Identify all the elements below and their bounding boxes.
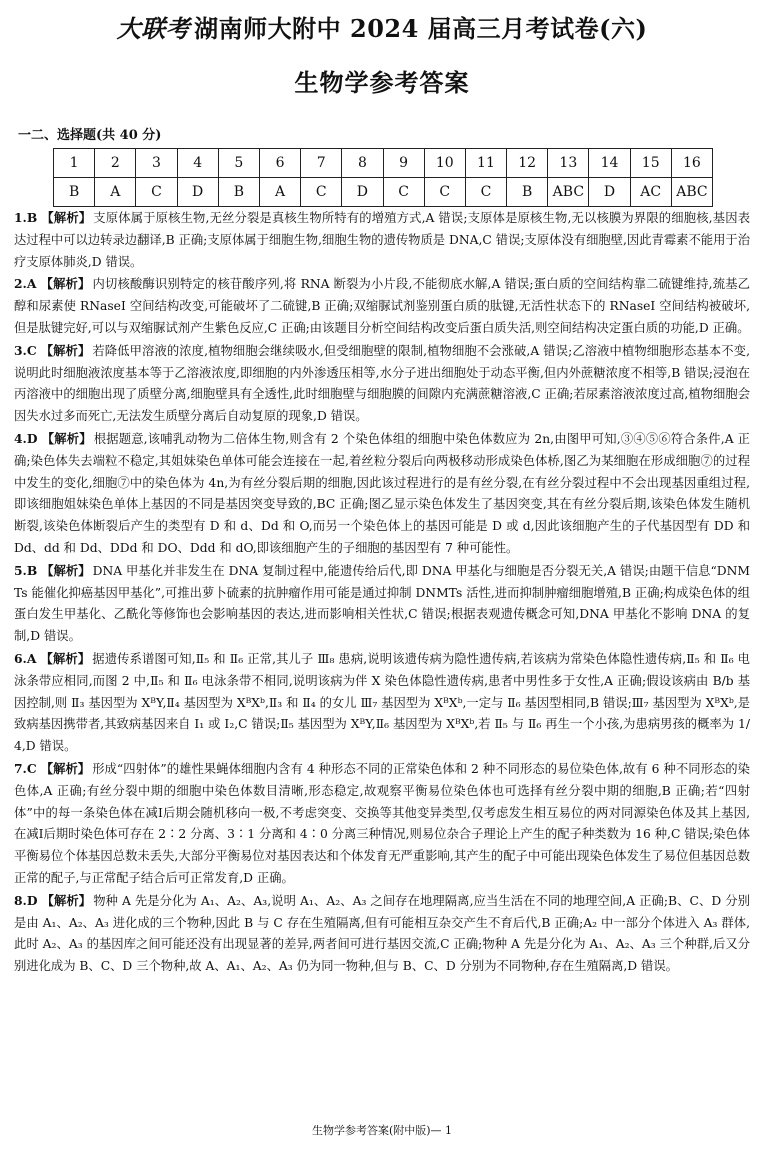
question-explanation (14, 648, 750, 758)
explanation-text: 形成“四射体”的雄性果蝇体细胞内含有 4 种形态不同的正常染色体和 2 种不同形态的易位染色体,故有 6 种不同形态的染色体,A 正确;有丝分裂中期的细胞中染色体数目清晰,形态稳定,故观察平衡易位染色体也可选择有丝分裂中期的细胞,B 正确;若“四射体”中的每一条染色体在减Ⅰ后期会随机移向一极,不考虑突变、交换等其他变异类型,仅考虑发生相互易位的两对同源染色体及其上基因,在减Ⅰ后期时染色体可存在 2∶2 分离、3∶1 分离和 4∶0 分离三种情况,则易位杂合子理论上产生的配子种类数为 16 种,C 错误;染色体平衡易位个体基因总数未丢失,大部分平衡易位对基因表达和个体发育无严重影响,其产生的配子中可能出现染色体发生了易位但基因总数正常的配子,与正常配子结合后可正常发育,D 正确。 (14, 761, 750, 885)
question-number-cell: 14 (589, 149, 630, 178)
question-number-cell: 13 (548, 149, 589, 178)
answer-cell: C (301, 178, 342, 207)
answer-cell: ABC (548, 178, 589, 207)
question-answer-label: 1.B (14, 210, 38, 225)
question-number-cell: 5 (218, 149, 259, 178)
answer-cell: D (342, 178, 383, 207)
question-number-cell: 8 (342, 149, 383, 178)
page-footer: 生物学参考答案(附中版)— 1 (311, 1124, 453, 1137)
question-explanation (14, 758, 750, 890)
analysis-tag: 【解析】 (41, 892, 92, 908)
answer-cell: A (259, 178, 300, 207)
answer-cell: B (54, 178, 95, 207)
question-answer-label: 7.C (14, 760, 37, 776)
answer-cell: B (507, 178, 548, 207)
answer-cell: D (177, 178, 218, 207)
explanation-text: 物种 A 先是分化为 A₁、A₂、A₃,说明 A₁、A₂、A₃ 之间存在地理隔离,应当生活在不同的地理空间,A 正确;B、C、D 分别是由 A₁、A₂、A₃ 进化成的三个物种,因此 B 与 C 存在生殖隔离,但有可能相互杂交产生不育后代,B 正确;A₂ 中一部分个体进入 A₃ 群体,此时 A₂、A₃ 的基因库之间可能还没有出现显著的差异,两者间可进行基因交流,C 正确;物种 A 先是分化为 A₁、A₂、A₃ 三个种群,后又分别进化成为 B、C、D 三个物种,故 A、A₁、A₂、A₃ 仍为同一物种,但与 B、C、D 分别为不同物种,存在生殖隔离,D 错误。 (14, 893, 750, 974)
answer-table-answer-row (54, 178, 713, 207)
question-number-cell: 9 (383, 149, 424, 178)
page-subtitle: 生物学参考答案 (294, 68, 470, 97)
question-number-cell: 12 (507, 149, 548, 178)
question-explanation (14, 890, 750, 978)
analysis-tag: 【解析】 (40, 276, 91, 292)
answer-cell: A (95, 178, 136, 207)
analysis-tag: 【解析】 (41, 210, 92, 225)
answer-table-number-row (54, 149, 713, 178)
question-answer-label: 3.C (14, 342, 37, 358)
question-explanation (14, 428, 750, 560)
question-explanation (14, 560, 750, 648)
question-number-cell: 7 (301, 149, 342, 178)
question-answer-label: 2.A (14, 276, 37, 292)
exam-title (0, 12, 764, 46)
answer-cell: AC (630, 178, 671, 207)
explanation-text: DNA 甲基化并非发生在 DNA 复制过程中,能遗传给后代,即 DNA 甲基化与细胞是否分裂无关,A 错误;由题干信息“DNMTs 能催化抑癌基因甲基化”,可推出萝卜硫素的抗肿瘤作用可能是通过抑制 DNMTs 活性,进而抑制肿瘤细胞增殖,B 正确;构成染色体的组蛋白发生甲基化、乙酰化等修饰也会影响基因的表达,进而影响相关性状,C 错误;根据表观遗传概念可知,DNA 甲基化不影响 DNA 的复制,D 错误。 (14, 563, 750, 644)
question-answer-label: 6.A (14, 650, 37, 666)
question-number-cell: 4 (177, 149, 218, 178)
explanations-list (14, 207, 750, 978)
question-explanation (14, 340, 750, 428)
answer-cell: ABC (671, 178, 712, 207)
question-number-cell: 1 (54, 149, 95, 178)
question-explanation (14, 207, 750, 273)
exam-title-text: 湖南师大附中 2024 届高三月考试卷(六) (194, 14, 648, 43)
analysis-tag: 【解析】 (40, 760, 91, 776)
explanation-text: 根据题意,该哺乳动物为二倍体生物,则含有 2 个染色体组的细胞中染色体数应为 2n,由图甲可知,③④⑤⑥符合条件,A 正确;染色体失去端粒不稳定,其姐妹染色单体可能会连接在一起,着丝粒分裂后向两极移动形成染色体桥,图乙为某细胞在形成细胞⑦的过程中发生的变化,细胞⑦中的染色体为 4n,为有丝分裂后期的细胞,因此该过程进行的是有丝分裂,在有丝分裂过程中不会出现基因重组过程,即该细胞姐妹染色单体上基因的不同是基因突变导致的,BC 正确;图乙显示染色体发生了基因突变,其在有丝分裂后期,该染色体发生随机断裂,该染色体断裂后产生的类型有 D 和 d、Dd 和 O,而另一个染色体上的基因可能是 D 或 d,因此该细胞产生的子代基因型有 DD 和 Dd、dd 和 Dd、DDd 和 DO、Ddd 和 dO,即该细胞产生的子细胞的基因型有 7 种可能性。 (14, 431, 750, 555)
answer-cell: B (218, 178, 259, 207)
question-number-cell: 2 (95, 149, 136, 178)
question-answer-label: 8.D (14, 892, 38, 908)
answer-cell: C (383, 178, 424, 207)
explanation-text: 支原体属于原核生物,无丝分裂是真核生物所特有的增殖方式,A 错误;支原体是原核生物,无以核膜为界限的细胞核,基因表达过程中可以边转录边翻译,B 正确;支原体属于细胞生物,细胞生物的遗传物质是 DNA,C 错误;支原体没有细胞壁,因此青霉素不能用于治疗支原体肺炎,D 错误。 (14, 211, 750, 269)
analysis-tag: 【解析】 (40, 342, 91, 358)
brand-logo-text: 大联考 (116, 14, 191, 43)
explanation-text: 若降低甲溶液的浓度,植物细胞会继续吸水,但受细胞壁的限制,植物细胞不会涨破,A 错误;乙溶液中植物细胞形态基本不变,说明此时细胞液浓度基本等于乙溶液浓度,即细胞的内外渗透压相等,水分子进出细胞处于动态平衡,但内外蔗糖浓度不相等,B 错误;浸泡在丙溶液中的细胞出现了质壁分离,细胞壁具有全透性,此时细胞壁与细胞膜的间隙内充满蔗糖溶液,C 正确;若尿素溶液浓度过高,植物细胞会因失水过多而死亡,无法发生质壁分离后自动复原的现象,D 错误。 (14, 343, 750, 424)
question-answer-label: 4.D (14, 430, 38, 446)
answer-cell: C (136, 178, 177, 207)
answer-cell: D (589, 178, 630, 207)
question-number-cell: 3 (136, 149, 177, 178)
answer-cell: C (424, 178, 465, 207)
analysis-tag: 【解析】 (41, 562, 91, 578)
answer-table (53, 148, 713, 207)
question-number-cell: 16 (671, 149, 712, 178)
question-explanation (14, 273, 750, 339)
question-number-cell: 10 (424, 149, 465, 178)
question-number-cell: 15 (630, 149, 671, 178)
question-number-cell: 11 (465, 149, 506, 178)
answer-cell: C (465, 178, 506, 207)
analysis-tag: 【解析】 (40, 650, 91, 666)
question-number-cell: 6 (259, 149, 300, 178)
section-heading: 一二、选择题(共 40 分) (18, 128, 162, 143)
explanation-text: 据遗传系谱图可知,Ⅱ₅ 和 Ⅱ₆ 正常,其儿子 Ⅲ₈ 患病,说明该遗传病为隐性遗传病,若该病为常染色体隐性遗传病,Ⅱ₅ 和 Ⅱ₆ 电泳条带应相同,而图 2 中,Ⅱ₅ 和 Ⅱ₆ 电泳条带不相同,说明该病为伴 X 染色体隐性遗传病,患者中男性多于女性,A 正确;假设该病由 B/b 基因控制,则 Ⅱ₃ 基因型为 XᴮY,Ⅱ₄ 基因型为 XᴮXᵇ,Ⅱ₃ 和 Ⅱ₄ 的女儿 Ⅲ₇ 基因型为 XᴮXᵇ,一定与 Ⅱ₆ 基因型相同,B 错误;Ⅲ₇ 基因型为 XᴮXᵇ,是致病基因携带者,其致病基因来自 Ⅰ₁ 或 Ⅰ₂,C 错误;Ⅱ₅ 基因型为 XᴮY,Ⅱ₆ 基因型为 XᴮXᵇ,若 Ⅱ₅ 与 Ⅱ₆ 再生一个小孩,为患病男孩的概率为 1/4,D 错误。 (14, 651, 750, 754)
explanation-text: 内切核酸酶识别特定的核苷酸序列,将 RNA 断裂为小片段,不能彻底水解,A 错误;蛋白质的空间结构靠二硫键维持,巯基乙醇和尿素使 RNaseI 空间结构改变,可能破坏了二硫键,B 正确;双缩脲试剂鉴别蛋白质的肽键,无活性状态下的 RNaseI 空间结构被破坏,但是肽键完好,可以与双缩脲试剂产生紫色反应,C 正确;由该题目分析空间结构改变后蛋白质失活,则空间结构决定蛋白质的功能,D 正确。 (14, 277, 750, 335)
analysis-tag: 【解析】 (41, 430, 92, 446)
question-answer-label: 5.B (14, 562, 38, 578)
